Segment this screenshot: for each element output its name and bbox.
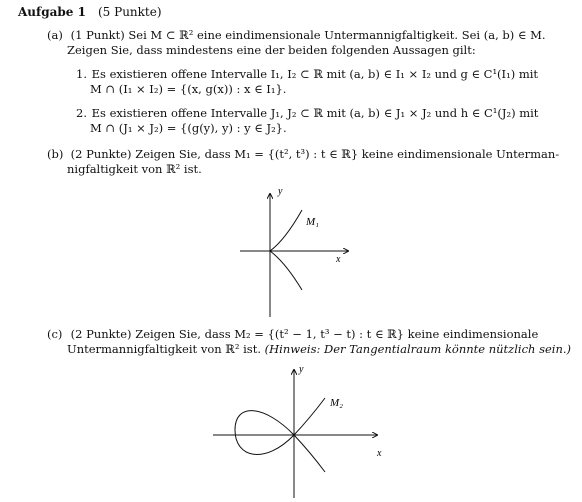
figure-m2 [205,360,385,500]
fig1-curve-label: M₁ [306,216,319,228]
fig1-y-label: y [278,186,283,197]
part-b-line-1 [47,147,560,162]
exercise-points: (5 Punkte) [98,5,162,19]
part-a-text-1: (1 Punkt) Sei M ⊂ ℝ² eine eindimensionale Untermannigfaltigkeit. Sei (a, b) ∈ M. [70,28,546,42]
part-c-text-1: (2 Punkte) Zeigen Sie, dass M₂ = {(t² − 1, t³ − t) : t ∈ ℝ} keine eindimensionale [70,327,539,341]
m1-upper-branch [270,210,302,251]
fig2-curve-label: M₂ [330,397,343,409]
part-b-text-2: nigfaltigkeit von ℝ² ist. [67,162,202,176]
part-c-text-2: Untermannigfaltigkeit von ℝ² ist. [67,342,261,356]
fig2-x-label: x [377,448,382,459]
m2-lower-branch [294,435,325,472]
exercise-title: Aufgabe 1 [18,5,86,19]
figure-m1 [230,182,370,322]
m2-loop [235,411,294,455]
item-2-text-2: M ∩ (J₁ × J₂) = {(g(y), y) : y ∈ J₂}. [90,121,287,135]
part-a-line-2: Zeigen Sie, dass mindestens eine der beiden folgenden Aussagen gilt: [67,43,476,57]
m2-upper-branch [294,398,325,435]
item-2-text-1: Es existieren offene Intervalle J₁, J₂ ⊂ ℝ mit (a, b) ∈ J₁ × J₂ und h ∈ C¹(J₂) mit [91,106,539,120]
part-c-label: (c) [47,327,63,341]
part-c-line-2 [67,342,572,357]
part-b-label: (b) [47,147,64,161]
part-a-line-1 [47,28,547,43]
part-a-item-2-line-1 [76,106,538,121]
part-a-item-1-line-1 [76,67,538,82]
item-1-number: 1. [76,67,87,81]
part-c-line-1 [47,327,547,342]
m1-lower-branch [270,251,302,290]
part-c-hint: (Hinweis: Der Tangentialraum könnte nützlich sein.) [264,342,572,356]
item-2-number: 2. [76,106,87,120]
item-1-text-2: M ∩ (I₁ × I₂) = {(x, g(x)) : x ∈ I₁}. [90,82,287,96]
fig2-y-label: y [299,364,304,375]
item-1-text-1: Es existieren offene Intervalle I₁, I₂ ⊂ ℝ mit (a, b) ∈ I₁ × I₂ und g ∈ C¹(I₁) mit [91,67,539,81]
part-a-label: (a) [47,28,63,42]
part-b-text-1: (2 Punkte) Zeigen Sie, dass M₁ = {(t², t³) : t ∈ ℝ} keine eindimensionale Unterman- [70,147,560,161]
fig1-x-label: x [336,254,341,265]
